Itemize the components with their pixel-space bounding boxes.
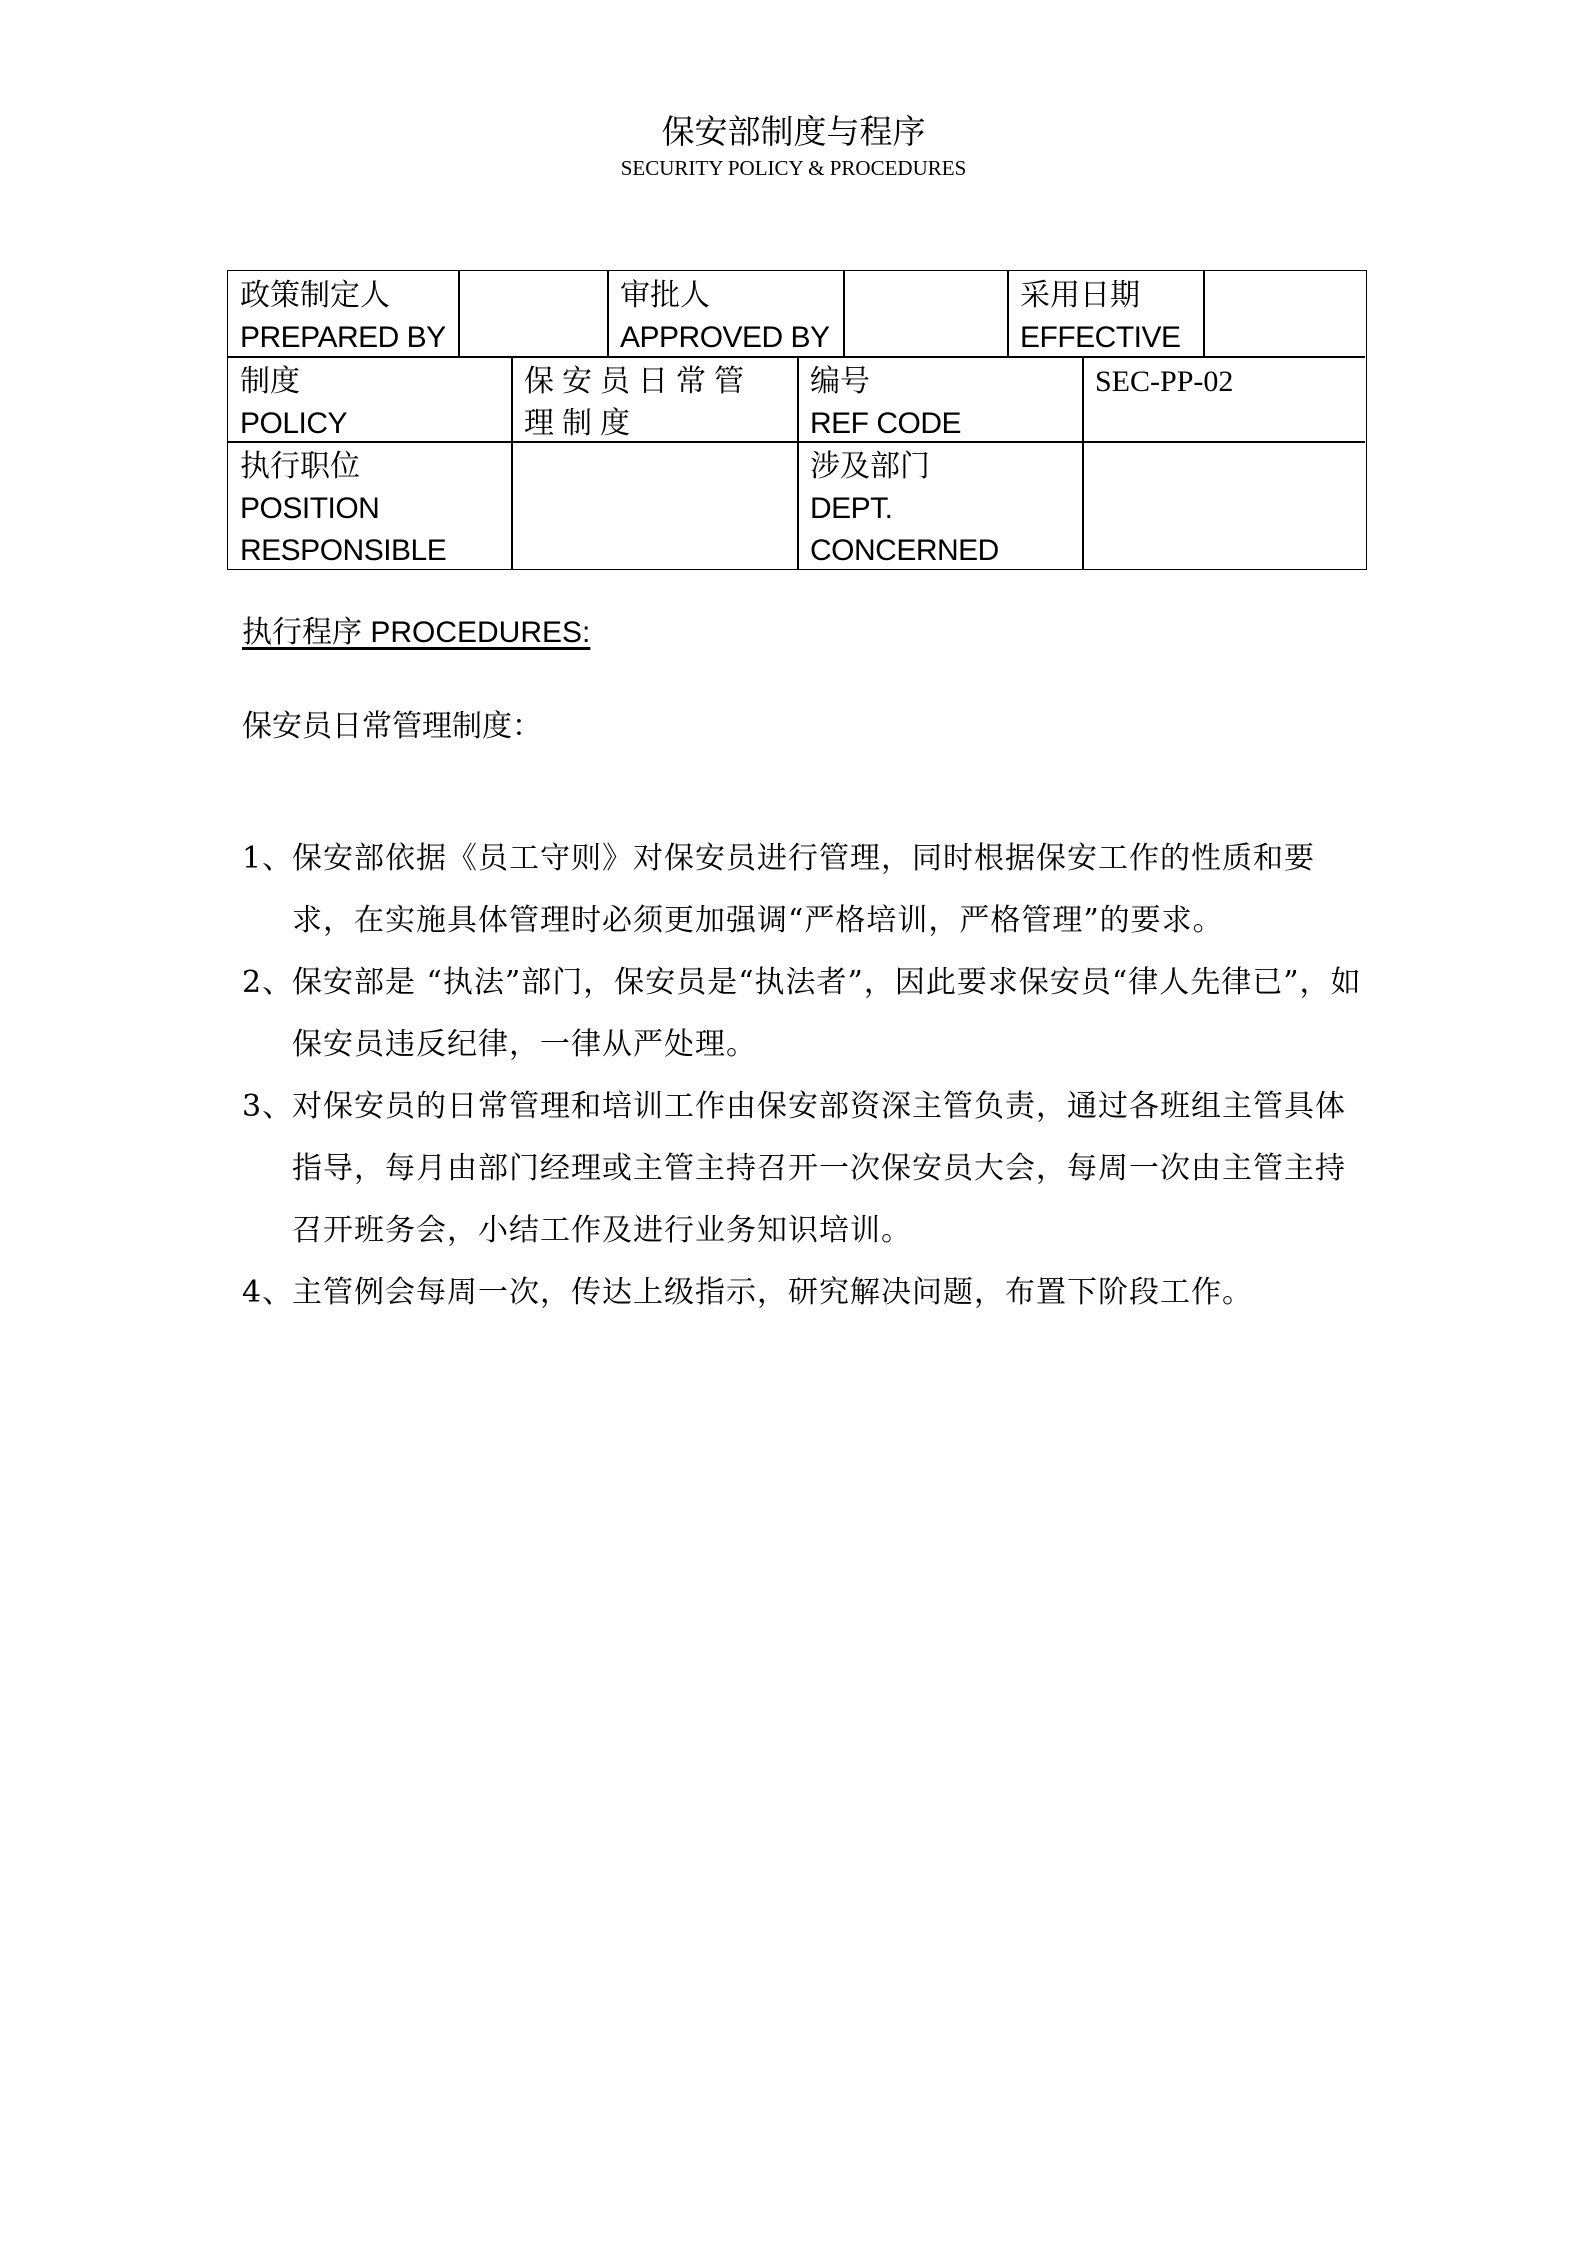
- dept-concerned-label-cn: 涉及部门: [810, 449, 930, 484]
- document-title-en: SECURITY POLICY & PROCEDURES: [620, 156, 967, 180]
- ref-code-label-cn: 编号: [810, 364, 870, 399]
- document-title-cn: 保安部制度与程序: [661, 112, 926, 151]
- section-heading: 保安员日常管理制度：: [242, 709, 542, 744]
- policy-label: [228, 357, 511, 441]
- position-responsible-label-en-2: RESPONSIBLE: [240, 534, 447, 567]
- effective-label: [1008, 271, 1203, 356]
- policy-label-cn: 制度: [240, 364, 300, 399]
- position-responsible-label: [228, 442, 511, 569]
- dept-concerned-value: [1083, 442, 1365, 569]
- position-responsible-label-en-1: POSITION: [240, 492, 380, 525]
- prepared-by-label-cn: 政策制定人: [240, 278, 390, 313]
- position-responsible-value: [512, 442, 797, 569]
- ref-code-label: [798, 357, 1082, 441]
- approved-by-label-en: APPROVED BY: [620, 321, 830, 354]
- rules-list: [242, 828, 1362, 1324]
- approved-by-label-cn: 审批人: [620, 278, 710, 313]
- ref-code-label-en: REF CODE: [810, 407, 962, 440]
- rule-text: 对保安员的日常管理和培训工作由保安部资深主管负责，通过各班组主管具体指导，每月由部门经理或主管主持召开一次保安员大会，每周一次由主管主持召开班务会，小结工作及进行业务知识培训。: [292, 1089, 1346, 1248]
- position-responsible-label-cn: 执行职位: [240, 449, 360, 484]
- approved-by-label: [608, 271, 843, 356]
- rule-number: 1、: [242, 841, 294, 876]
- dept-concerned-label-en-1: DEPT.: [810, 492, 893, 525]
- rule-number: 4、: [242, 1275, 294, 1310]
- policy-value: 保安员日常管理制度: [524, 364, 752, 441]
- rule-text: 保安部依据《员工守则》对保安员进行管理，同时根据保安工作的性质和要求，在实施具体管理时必须更加强调“严格培训，严格管理”的要求。: [292, 841, 1315, 938]
- dept-concerned-label-en-2: CONCERNED: [810, 534, 999, 567]
- info-table: [227, 270, 1367, 570]
- rule-text: 保安部是 “执法”部门，保安员是“执法者”，因此要求保安员“律人先律已”，如保安员违反纪律，一律从严处理。: [292, 965, 1362, 1062]
- procedures-label: 执行程序 PROCEDURES:: [242, 616, 591, 649]
- rule-number: 2、: [242, 965, 294, 1000]
- approved-by-value: [844, 271, 1007, 356]
- prepared-by-label: [228, 271, 458, 356]
- effective-label-en: EFFECTIVE: [1020, 321, 1181, 354]
- rule-text: 主管例会每周一次，传达上级指示，研究解决问题，布置下阶段工作。: [292, 1275, 1253, 1310]
- list-item: [242, 828, 1362, 952]
- rule-number: 3、: [242, 1089, 294, 1124]
- list-item: [242, 1076, 1362, 1262]
- list-item: [242, 952, 1362, 1076]
- policy-label-en: POLICY: [240, 407, 348, 440]
- ref-code-value: SEC-PP-02: [1095, 365, 1234, 398]
- prepared-by-label-en: PREPARED BY: [240, 321, 446, 354]
- dept-concerned-label: [798, 442, 1082, 569]
- prepared-by-value: [459, 271, 607, 356]
- effective-value: [1204, 271, 1365, 356]
- list-item: [242, 1262, 1362, 1324]
- effective-label-cn: 采用日期: [1020, 278, 1140, 313]
